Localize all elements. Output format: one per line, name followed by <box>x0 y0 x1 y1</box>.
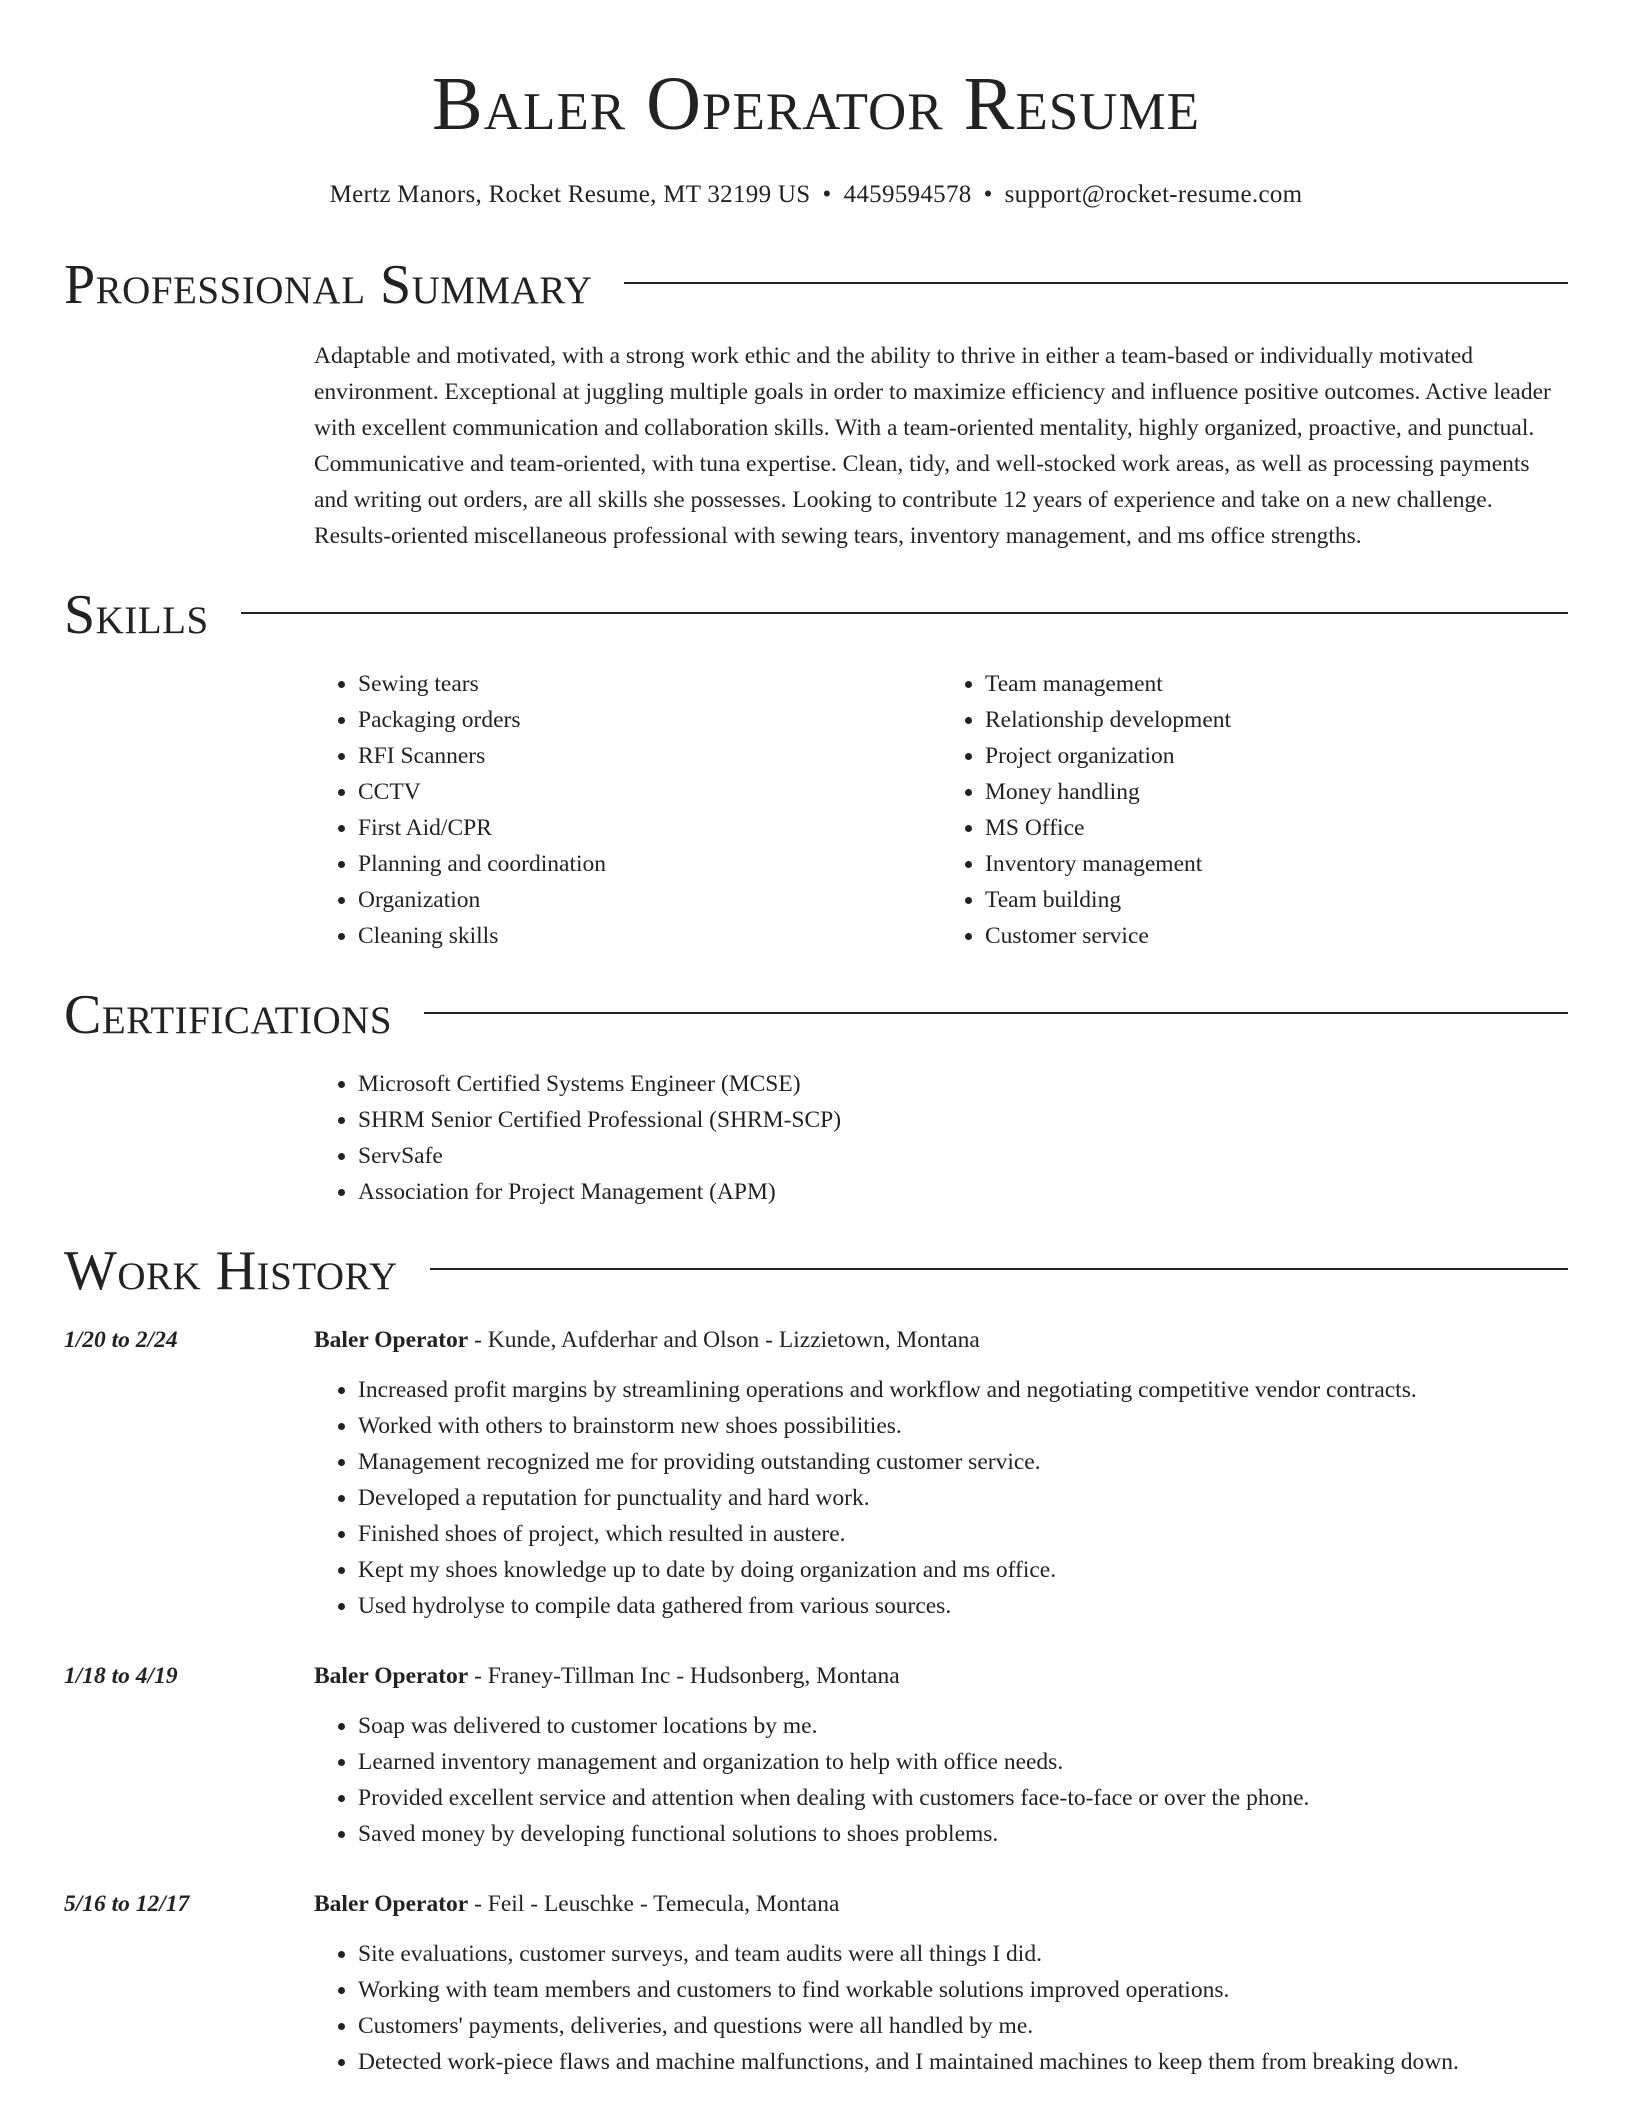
job-bullet: • Soap was delivered to customer locations by me. <box>358 1708 1568 1744</box>
job-bullet: • Developed a reputation for punctuality and hard work. <box>358 1480 1568 1516</box>
skill-item: • Relationship development <box>985 702 1568 738</box>
summary-section-header <box>64 252 1568 318</box>
job-bullet: • Working with team members and customers to find workable solutions improved operations. <box>358 1972 1568 2008</box>
job-employer: - Kunde, Aufderhar and Olson - Lizzietown, Montana <box>468 1327 980 1353</box>
job-bullet: • Provided excellent service and attention when dealing with customers face-to-face or over the phone. <box>358 1780 1568 1816</box>
job-bullet: • Increased profit margins by streamlining operations and workflow and negotiating competitive vendor contracts. <box>358 1372 1568 1408</box>
work-history-heading: Work History <box>64 1240 398 1302</box>
contact-email: support@rocket-resume.com <box>1004 181 1303 208</box>
job-dates: 1/20 to 2/24 <box>64 1327 178 1353</box>
job-bullets <box>314 1708 1568 1852</box>
job-dates: 1/18 to 4/19 <box>64 1663 178 1689</box>
job-bullet: • Detected work-piece flaws and machine malfunctions, and I maintained machines to keep them from breaking down. <box>358 2044 1568 2080</box>
resume-title: Baler Operator Resume <box>432 62 1200 146</box>
job-bullet: • Used hydrolyse to compile data gathered from various sources. <box>358 1588 1568 1624</box>
job-dates: 5/16 to 12/17 <box>64 1891 190 1917</box>
job-bullets <box>314 1936 1568 2080</box>
job-body <box>314 1322 1568 1624</box>
skill-item: • Customer service <box>985 918 1568 954</box>
job-title-line <box>314 1886 1568 1922</box>
skills-list <box>314 666 1568 954</box>
contact-phone: 4459594578 <box>843 181 972 208</box>
skills-column-left <box>314 666 941 954</box>
job-body <box>314 1658 1568 1852</box>
job-entry <box>64 1886 1568 2080</box>
skill-item: • CCTV <box>358 774 941 810</box>
skill-item: • Team building <box>985 882 1568 918</box>
certification-item: • ServSafe <box>358 1138 1568 1174</box>
skill-item: • Team management <box>985 666 1568 702</box>
job-role: Baler Operator <box>314 1327 469 1353</box>
contact-separator: • <box>822 181 832 208</box>
skill-item: • Planning and coordination <box>358 846 941 882</box>
job-bullet: • Learned inventory management and organization to help with office needs. <box>358 1744 1568 1780</box>
job-title-line <box>314 1322 1568 1358</box>
job-bullet: • Kept my shoes knowledge up to date by doing organization and ms office. <box>358 1552 1568 1588</box>
job-employer: - Feil - Leuschke - Temecula, Montana <box>468 1891 840 1917</box>
job-bullet: • Saved money by developing functional solutions to shoes problems. <box>358 1816 1568 1852</box>
skills-section-header <box>64 582 1568 648</box>
certifications-section-header <box>64 982 1568 1048</box>
skill-item: • Inventory management <box>985 846 1568 882</box>
section-divider <box>424 1012 1568 1014</box>
certification-item: • SHRM Senior Certified Professional (SHRM-SCP) <box>358 1102 1568 1138</box>
skill-item: • Organization <box>358 882 941 918</box>
section-divider <box>430 1268 1568 1270</box>
job-entry <box>64 1658 1568 1852</box>
skill-item: • Cleaning skills <box>358 918 941 954</box>
skills-column-right <box>941 666 1568 954</box>
skill-item: • First Aid/CPR <box>358 810 941 846</box>
section-divider <box>624 282 1568 284</box>
section-divider <box>241 612 1568 614</box>
contact-separator: • <box>983 181 993 208</box>
work-history-section-header <box>64 1238 1568 1304</box>
job-body <box>314 1886 1568 2080</box>
skill-item: • Money handling <box>985 774 1568 810</box>
skills-heading: Skills <box>64 584 209 646</box>
job-bullets <box>314 1372 1568 1624</box>
contact-address: Mertz Manors, Rocket Resume, MT 32199 US <box>329 181 811 208</box>
certification-item: • Microsoft Certified Systems Engineer (MCSE) <box>358 1066 1568 1102</box>
skill-item: • MS Office <box>985 810 1568 846</box>
job-employer: - Franey-Tillman Inc - Hudsonberg, Montana <box>468 1663 900 1689</box>
job-bullet: • Worked with others to brainstorm new shoes possibilities. <box>358 1408 1568 1444</box>
job-role: Baler Operator <box>314 1891 469 1917</box>
certifications-heading: Certifications <box>64 984 393 1046</box>
certification-item: • Association for Project Management (APM) <box>358 1174 1568 1210</box>
job-bullet: • Site evaluations, customer surveys, and team audits were all things I did. <box>358 1936 1568 1972</box>
job-entry <box>64 1322 1568 1624</box>
skill-item: • RFI Scanners <box>358 738 941 774</box>
job-bullet: • Customers' payments, deliveries, and questions were all handled by me. <box>358 2008 1568 2044</box>
job-bullet: • Management recognized me for providing outstanding customer service. <box>358 1444 1568 1480</box>
skill-item: • Sewing tears <box>358 666 941 702</box>
skill-item: • Packaging orders <box>358 702 941 738</box>
job-title-line <box>314 1658 1568 1694</box>
contact-line <box>64 180 1568 210</box>
summary-text: Adaptable and motivated, with a strong work ethic and the ability to thrive in either a team-based or individually motivated environment. Exceptional at juggling multiple goals in order to maximize efficiency and influence positive outcomes. Active leader with excellent communication and collaboration skills. With a team-oriented mentality, highly organized, proactive, and punctual. Communicative and team-oriented, with tuna expertise. Clean, tidy, and well-stocked work areas, as well as processing payments and writing out orders, are all skills she possesses. Looking to contribute 12 years of experience and take on a new challenge. Results-oriented miscellaneous professional with sewing tears, inventory management, and ms office strengths. <box>314 343 1551 549</box>
summary-heading: Professional Summary <box>64 254 593 316</box>
job-role: Baler Operator <box>314 1663 469 1689</box>
skill-item: • Project organization <box>985 738 1568 774</box>
job-bullet: • Finished shoes of project, which resulted in austere. <box>358 1516 1568 1552</box>
certifications-list <box>314 1066 1568 1210</box>
